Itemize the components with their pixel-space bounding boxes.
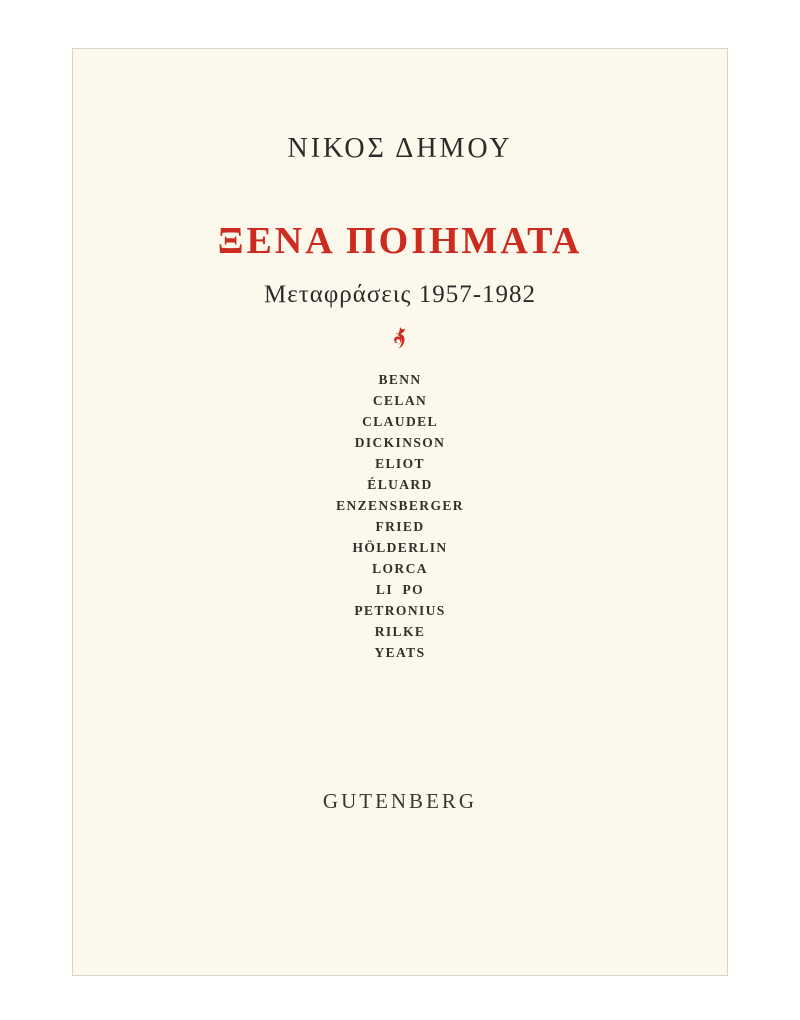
poets-list	[73, 369, 727, 663]
list-item: CELAN	[372, 393, 428, 408]
book-title: ΞΕΝΑ ΠΟΙΗΜΑΤΑ	[217, 220, 583, 262]
list-item: CLAUDEL	[362, 414, 438, 429]
book-cover-page	[72, 48, 728, 976]
publisher-name: GUTENBERG	[322, 789, 478, 813]
list-item: DICKINSON	[354, 435, 446, 450]
list-item: ÉLUARD	[367, 477, 433, 492]
author-name: ΝΙΚΟΣ ΔΗΜΟΥ	[287, 133, 513, 164]
list-item: PETRONIUS	[354, 603, 446, 618]
list-item: ENZENSBERGER	[336, 498, 464, 513]
list-item: RILKE	[374, 624, 426, 639]
list-item: YEATS	[374, 645, 426, 660]
list-item: FRIED	[375, 519, 425, 534]
list-item: ELIOT	[375, 456, 425, 471]
list-item: HÖLDERLIN	[352, 540, 448, 555]
list-item: LI PO	[375, 582, 425, 597]
book-subtitle: Μεταφράσεις 1957-1982	[263, 281, 537, 308]
red-floral-ornament-icon	[73, 325, 727, 356]
list-item: BENN	[378, 372, 422, 387]
list-item: LORCA	[372, 561, 428, 576]
cover-content	[73, 49, 727, 975]
